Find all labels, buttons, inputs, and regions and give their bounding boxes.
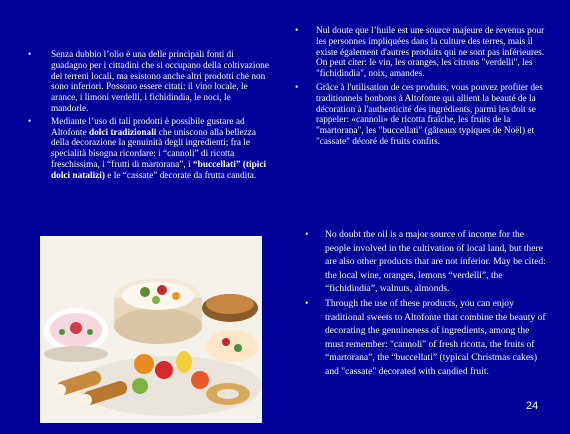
english-text-block — [305, 228, 550, 380]
sicilian-pastries-photo — [40, 236, 262, 423]
italian-bullet-1: • Senza dubbio l’olio è una delle principali fonti di guadagno per i cittadini che si occupano della coltivazione dei terreni locali, ma esistono anche altri prodotti che non sono inferiori. Possono essere citati: il vino locale, le arance, i limoni verdelli, i fichidindia, le noci, le mandorle. — [28, 50, 270, 115]
french-bullet-2: • Grâce à l'utilisation de ces produits, vous pouvez profiter des traditionnels bonbons à Altofonte qui allient la beauté de la décoration à l'authenticité des ingrédients, parmi les doit se rappeler: «cannoli» de ricotta fraîche, les fruits de la "martorana", les "buccellati" (gâteaux typiques de Noël) et "cassate" décoré de fruits confits. — [295, 83, 547, 148]
french-text-block — [295, 26, 547, 151]
italian-bullet-2: • Mediante l’uso di tali prodotti è possibile gustare ad Altofonte dolci tradizionali che uniscono alla bellezza della decorazione la genuinità degli ingredienti; fra le specialità bisogna ricordare: i “cannoli” di ricotta freschissima, i “frutti di martorana”, i “buccellati” (tipici dolci natalizi) e le “cassate” decorate da frutta candita. — [28, 117, 270, 182]
english-bullet-1: • No doubt the oil is a major source of income for the people involved in the cultivation of local land, but there are also other products that are not inferior. May be cited: the local wine, oranges, lemons “verdelli”, the “fichidindia”, walnuts, almonds. — [305, 228, 550, 296]
pastries-illustration — [40, 236, 262, 423]
french-bullet-1: • Nul doute que l’huile est une source majeure de revenus pour les personnes impliquées dans la culture des terres, mais il existe également d'autres produits qui ne sont pas inférieures. On peut citer: le vin, les oranges, les citrons "verdelli", les "fichidindia", noix, amandes. — [295, 26, 547, 80]
italian-text-block — [28, 50, 270, 184]
english-bullet-2: • Through the use of these products, you can enjoy traditional sweets to Altofonte that combine the beauty of decorating the genuineness of ingredients, among the must remember: "cannoli" of fresh ricotta, the fruits of “martorana”, the “buccellati” (typical Christmas cakes) and "cassate" decorated with candied fruit. — [305, 297, 550, 379]
bold-phrase-buccellati: “buccellati” (tipici dolci natalizi) — [51, 159, 267, 181]
bold-phrase-traditional-sweets: dolci tradizionali — [88, 127, 157, 138]
page-number: 24 — [526, 400, 539, 412]
